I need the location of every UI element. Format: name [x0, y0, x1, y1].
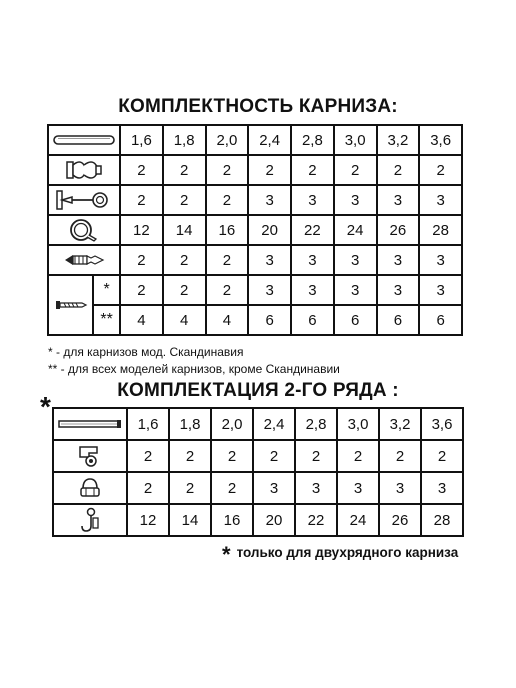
- ring-icon: [67, 217, 101, 243]
- finial-icon: [64, 157, 104, 183]
- size-header: 1,6: [127, 408, 169, 440]
- second-row-rail-icon: [57, 416, 123, 432]
- table-row: 2 2 2 3 3 3 3 3: [48, 185, 462, 215]
- section2-title: КОМПЛЕКТАЦИЯ 2-ГО РЯДА :: [117, 380, 399, 401]
- note-scandinavia: * - для карнизов мод. Скандинавия: [48, 345, 244, 359]
- note-other-models: ** - для всех моделей карнизов, кроме Скандинавии: [48, 362, 340, 376]
- table-row: 2 2 2 2 2 2 2 2: [48, 155, 462, 185]
- table-row: * 2 2 2 3 3 3 3 3: [48, 275, 462, 305]
- section1-title: КОМПЛЕКТНОСТЬ КАРНИЗА:: [118, 96, 398, 117]
- size-header: 1,8: [163, 125, 206, 155]
- size-header: 2,0: [211, 408, 253, 440]
- clip-icon: [75, 475, 105, 501]
- table-row: [53, 408, 463, 440]
- bracket-icon: [54, 188, 114, 212]
- row-mark: *: [93, 275, 120, 305]
- table-row: 2 2 2 2 2 2 2 2: [53, 440, 463, 472]
- rod-icon: [52, 131, 116, 149]
- footnote-text: только для двухрядного карниза: [236, 545, 459, 560]
- table-row: 12 14 16 20 22 24 26 28: [48, 215, 462, 245]
- hook-icon: [77, 506, 103, 534]
- screw-icon: [54, 298, 88, 312]
- double-rod-footnote: [222, 542, 458, 568]
- table-row: 12 14 16 20 22 24 26 28: [53, 504, 463, 536]
- size-header: 1,8: [169, 408, 211, 440]
- dowel-icon: [61, 249, 107, 271]
- size-header: 2,4: [253, 408, 295, 440]
- size-header: 2,8: [291, 125, 334, 155]
- size-header: 2,4: [248, 125, 291, 155]
- second-row-bracket-icon: [75, 443, 105, 469]
- size-header: 3,6: [419, 125, 462, 155]
- row-mark: **: [93, 305, 120, 335]
- size-header: 2,8: [295, 408, 337, 440]
- size-header: 3,2: [379, 408, 421, 440]
- asterisk-mark: *: [40, 391, 51, 422]
- size-header: 3,6: [421, 408, 463, 440]
- table-row: 2 2 2 3 3 3 3 3: [53, 472, 463, 504]
- second-row-table: [52, 407, 464, 537]
- size-header: 2,0: [206, 125, 249, 155]
- table-row: [48, 125, 462, 155]
- size-header: 1,6: [120, 125, 163, 155]
- kit-table: [47, 124, 463, 336]
- table-row: ** 4 4 4 6 6 6 6 6: [48, 305, 462, 335]
- table-row: 2 2 2 3 3 3 3 3: [48, 245, 462, 275]
- size-header: 3,0: [334, 125, 377, 155]
- rod-cell: [48, 125, 120, 155]
- size-header: 3,0: [337, 408, 379, 440]
- footnote-asterisk: *: [222, 542, 231, 567]
- size-header: 3,2: [377, 125, 420, 155]
